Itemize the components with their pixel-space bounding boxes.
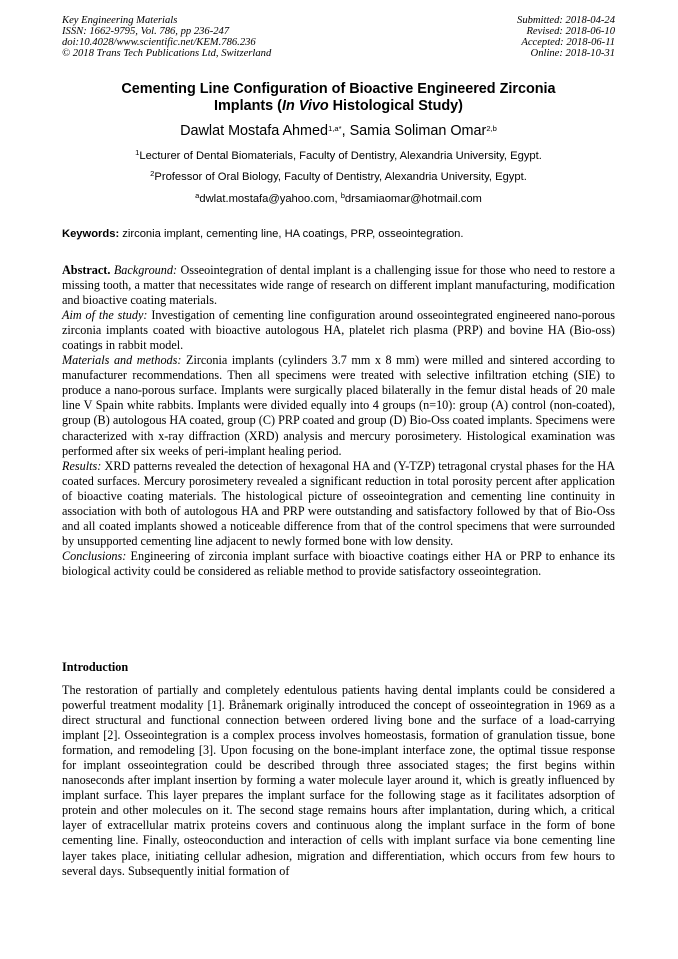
- title-line-2-pre: Implants (: [214, 98, 282, 114]
- keywords: [62, 228, 615, 241]
- author-emails: [62, 193, 615, 206]
- title-line-2-post: Histological Study): [328, 98, 463, 114]
- methods-text: Zirconia implants (cylinders 3.7 mm x 8 mm) were milled and sintered according to manufacturer recommendations. Then all specimens were treated with selective infiltration etching (SIE) to produce a nano-porous surface. Implants were surgically placed bilaterally in the femur distal heads of 20 male line V Spain white rabbits. Implants were divided equally into 4 groups (n=10): group (A) control (non-coated), group (B) autologous HA coated, group (C) PRP coated and group (D) Bio-Oss coated implants. Specimens were characterized with x-ray diffraction (XRD) analysis and mercury porosimetery. Histological examination was performed after six weeks of peri-implant healing period.: [62, 353, 615, 458]
- results-label: Results:: [62, 458, 102, 473]
- paper-title: [62, 81, 615, 115]
- affiliation-2: [62, 171, 615, 184]
- introduction-paragraph: The restoration of partially and completely edentulous patients having dental implants could be considered a powerful treatment modality [1]. Brånemark originally introduced the concept of osseointegration in 1969 as a direct structural and functional connection between ordered living bone and the surface of a load-carrying implant [2]. Osseointegration is a complex process involves homeostasis, formation of granulation tissue, bone formation, and remodeling [3]. Upon focusing on the bone-implant interface zone, the optimal tissue response for implant osseointegration could be described through three associated stages; the first begins within nanoseconds after implant insertion by forming a water molecule layer around it, which is greatly influenced by implant surface. This layer prepares the implant surface for the following stage as it facilitates adsorption of protein and other molecules on it. The second stage remains hours after implantation, during which, a critical layer of extracellular matrix proteins covers and continuous along the implant surface in the form of bone cementing line. Finally, osteoconduction and interaction of cells with implant surface via bone cementing line layer takes place, initiating cellular adhesion, migration and differentiation, which occurs from few hours to several days. Subsequently initial formation of: [62, 683, 615, 878]
- affiliation-2-sup: 2: [150, 169, 155, 178]
- journal-issn: ISSN: 1662-9795, Vol. 786, pp 236-247: [62, 26, 230, 37]
- abstract: [62, 263, 615, 579]
- abstract-label: Abstract.: [62, 263, 111, 277]
- title-in-vivo: In Vivo: [281, 98, 329, 114]
- background-label: Background:: [113, 263, 178, 277]
- date-revised: Revised: 2018-06-10: [526, 26, 615, 37]
- date-online: Online: 2018-10-31: [530, 48, 615, 59]
- journal-doi: doi:10.4028/www.scientific.net/KEM.786.236: [62, 37, 256, 48]
- aim-label: Aim of the study:: [62, 308, 148, 323]
- aim-text: Investigation of cementing line configuration around osseointegrated engineered nano-porous zirconia implants coated with bioactive autologous HA, platelet rich plasma (PRP) and bovine HA (Bio-oss) coatings in rabbit model.: [62, 308, 615, 353]
- abstract-methods: [62, 353, 615, 458]
- abstract-aim: [62, 308, 615, 353]
- abstract-conclusions: [62, 549, 615, 579]
- email-a[interactable]: dwlat.mostafa@yahoo.com,: [199, 193, 341, 205]
- affiliation-1: [62, 150, 615, 163]
- affiliation-1-sup: 1: [135, 148, 140, 157]
- background-text: Osseointegration of dental implant is a challenging issue for those who need to restore a missing tooth, a matter that necessitates wide range of research on different implant manufacturing, modification and bioactive coating materials.: [62, 263, 615, 308]
- author-2-sup: 2,b: [486, 124, 497, 133]
- title-line-1: Cementing Line Configuration of Bioactive Engineered Zirconia: [121, 81, 556, 97]
- affiliation-1-text: Lecturer of Dental Biomaterials, Faculty of Dentistry, Alexandria University, Egypt.: [139, 150, 542, 162]
- conclusions-label: Conclusions:: [62, 548, 127, 563]
- email-b[interactable]: drsamiaomar@hotmail.com: [344, 193, 482, 205]
- abstract-results: [62, 459, 615, 549]
- keywords-label: Keywords:: [62, 228, 120, 240]
- journal-name: Key Engineering Materials: [62, 15, 178, 26]
- conclusions-text: Engineering of zirconia implant surface with bioactive coatings either HA or PRP to enhance its biological activity could be considered as reliable method to provide satisfactory osseointegration.: [62, 548, 615, 578]
- introduction-heading: Introduction: [62, 660, 129, 674]
- methods-label: Materials and methods:: [62, 353, 182, 368]
- journal-copyright: © 2018 Trans Tech Publications Ltd, Switzerland: [62, 48, 272, 59]
- author-1-sup: 1,a*: [328, 124, 342, 133]
- author-2-name: Samia Soliman Omar: [349, 123, 487, 139]
- email-a-sup: a: [195, 191, 200, 200]
- affiliation-2-text: Professor of Oral Biology, Faculty of Dentistry, Alexandria University, Egypt.: [154, 171, 527, 183]
- date-submitted: Submitted: 2018-04-24: [517, 15, 615, 26]
- title-line-2: [62, 98, 615, 115]
- introduction-body: [62, 683, 615, 879]
- keywords-text: zirconia implant, cementing line, HA coatings, PRP, osseointegration.: [119, 228, 464, 240]
- author-1-name: Dawlat Mostafa Ahmed: [180, 123, 329, 139]
- abstract-background: [62, 263, 615, 308]
- email-b-sup: b: [340, 191, 345, 200]
- author-list: [62, 123, 615, 140]
- journal-header-left: [62, 15, 271, 59]
- date-accepted: Accepted: 2018-06-11: [521, 37, 615, 48]
- results-text: XRD patterns revealed the detection of hexagonal HA and (Y-TZP) tetragonal crystal phases for the HA coated surfaces. Mercury porosimetery revealed a significant reduction in total porosity percent after application of bioactive coating materials. The histological picture of osseointegration and cementing line continuity in association with both of autologous HA and PRP were outstanding and satisfactory followed by that of Bio-Oss and all coated implants showed a noticeable difference from that of the control specimens that were surrounded by unsupported cementing line adjacent to newly formed bone with low density.: [62, 458, 615, 548]
- journal-header-right: [517, 15, 615, 59]
- author-separator: ,: [341, 123, 350, 139]
